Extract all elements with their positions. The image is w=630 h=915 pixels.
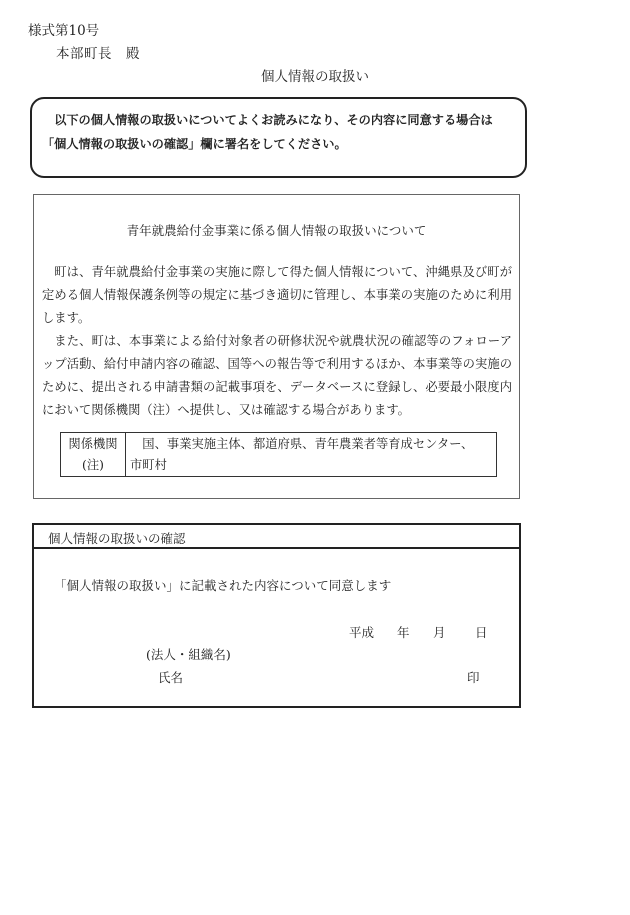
- confirmation-section: [32, 523, 521, 708]
- month-field[interactable]: 月: [433, 625, 446, 640]
- agencies-header-cell: [61, 433, 126, 476]
- addressee: 本部町長 殿: [56, 46, 140, 62]
- era-label: 平成: [349, 625, 375, 640]
- consent-statement: 「個人情報の取扱い」に記載された内容について同意します: [54, 578, 392, 593]
- date-line: [349, 623, 488, 641]
- agencies-header-label: 関係機関: [68, 437, 118, 451]
- year-field[interactable]: 年: [397, 625, 410, 640]
- signature-name-field[interactable]: 氏名: [158, 670, 184, 685]
- section-title: 青年就農給付金事業に係る個人情報の取扱いについて: [126, 223, 427, 238]
- notice-box: [30, 97, 527, 178]
- related-agencies-table: [60, 432, 497, 477]
- day-field[interactable]: 日: [475, 625, 488, 640]
- form-number: 様式第10号: [28, 23, 100, 39]
- agencies-list-cell: [126, 433, 496, 476]
- personal-info-handling-section: [33, 194, 520, 499]
- agencies-list-line2: 市町村: [130, 458, 167, 472]
- section-body: [42, 261, 512, 422]
- page-title: 個人情報の取扱い: [261, 69, 369, 85]
- organization-name-field[interactable]: (法人・組織名): [146, 647, 231, 662]
- notice-text: 以下の個人情報の取扱いについてよくお読みになり、その内容に同意する場合は「個人情報の取扱いの確認」欄に署名をしてください。: [42, 113, 493, 151]
- agencies-note-label: (注): [82, 458, 104, 472]
- usage-paragraph: 町は、青年就農給付金事業の実施に際して得た個人情報について、沖縄県及び町が定める個人情報保護条例等の規定に基づき適切に管理し、本事業の実施のために利用します。: [42, 265, 512, 325]
- confirmation-header: 個人情報の取扱いの確認: [34, 525, 519, 549]
- seal-mark: 印: [467, 670, 480, 685]
- sharing-paragraph: また、町は、本事業による給付対象者の研修状況や就農状況の確認等のフォローアップ活動、給付申請内容の確認、国等への報告等で利用するほか、本事業等の実施のために、提出される申請書類の記載事項を、データベースに登録し、必要最小限度内において関係機関（注）へ提供し、又は確認する場合があります。: [42, 334, 512, 417]
- agencies-list-line1: 国、事業実施主体、都道府県、青年農業者等育成センター、: [142, 437, 474, 451]
